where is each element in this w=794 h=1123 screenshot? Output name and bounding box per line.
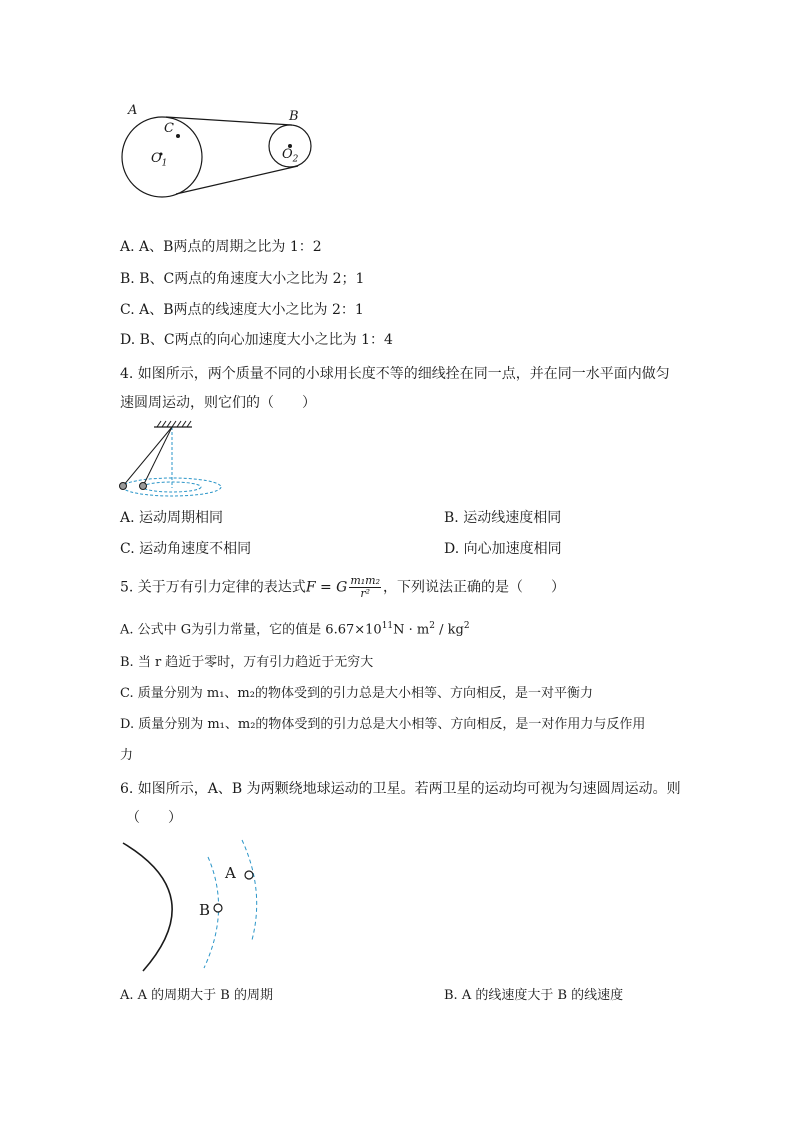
q5-option-a[interactable]: A. 公式中 G为引力常量，它的值是 $6.67\times 10^{11}N \cdot m^2 / kg^2$: [120, 621, 470, 638]
q4-option-a[interactable]: A. 运动周期相同: [120, 510, 224, 526]
q6-stem-line1: 6. 如图所示，A、B 为两颗绕地球运动的卫星。若两卫星的运动均可视为匀速圆周运动。则: [120, 781, 681, 797]
q6-option-a[interactable]: A. A 的周期大于 B 的周期: [120, 988, 273, 1003]
q6-option-b[interactable]: B. A 的线速度大于 B 的线速度: [444, 988, 624, 1003]
label-satellite-b: B: [199, 901, 211, 919]
ceiling-hatch: [157, 421, 191, 427]
ball-inner: [140, 483, 147, 490]
q3-option-c[interactable]: C. A、B两点的线速度大小之比为 2：1: [120, 302, 364, 318]
q5-stem: 5. 关于万有引力定律的表达式F = G $\frac{\text{m₁m₂}}{\text{r²}}$ ，下列说法正确的是（ ）: [120, 574, 566, 600]
q5-option-c[interactable]: C. 质量分别为 m₁、m₂的物体受到的引力总是大小相等、方向相反，是一对平衡力: [120, 686, 593, 701]
q3-option-d[interactable]: D. B、C两点的向心加速度大小之比为 1：4: [120, 332, 393, 348]
q5-option-d-line2: 力: [120, 748, 134, 763]
q5-option-b[interactable]: B. 当 r 趋近于零时，万有引力趋近于无穷大: [120, 655, 374, 670]
formula-fraction: $\frac{\text{m₁m₂}}{\text{r²}}$: [350, 574, 381, 600]
q3-option-a[interactable]: A. A、B两点的周期之比为 1：2: [120, 239, 322, 255]
label-b: B: [289, 109, 299, 124]
label-o1: $O_1$: [151, 151, 168, 169]
orbit-a: [242, 840, 257, 940]
conical-pendulum-diagram: [112, 420, 227, 500]
q4-stem-line2: 速圆周运动，则它们的（ ）: [120, 395, 316, 411]
q4-option-d[interactable]: D. 向心加速度相同: [444, 541, 562, 557]
label-c: C: [164, 121, 174, 136]
q4-option-b[interactable]: B. 运动线速度相同: [444, 510, 562, 526]
earth-arc: [123, 843, 172, 971]
label-a: A: [128, 103, 138, 118]
point-c: [176, 134, 180, 138]
q6-stem-line2: （ ）: [126, 810, 182, 826]
formula-f: F = G: [305, 579, 348, 596]
q4-option-c[interactable]: C. 运动角速度不相同: [120, 541, 252, 557]
q4-stem-line1: 4. 如图所示，两个质量不同的小球用长度不等的细线拴在同一点，并在同一水平面内做匀: [120, 366, 670, 382]
label-satellite-a: A: [225, 864, 236, 882]
label-o2: $O_2$: [282, 147, 299, 165]
ball-outer: [120, 483, 127, 490]
satellite-b: [214, 904, 222, 912]
q5-option-d-line1[interactable]: D. 质量分别为 m₁、m₂的物体受到的引力总是大小相等、方向相反，是一对作用力与反作用: [120, 717, 646, 732]
q3-option-b[interactable]: B. B、C两点的角速度大小之比为 2；1: [120, 271, 365, 287]
satellite-a: [245, 871, 253, 879]
